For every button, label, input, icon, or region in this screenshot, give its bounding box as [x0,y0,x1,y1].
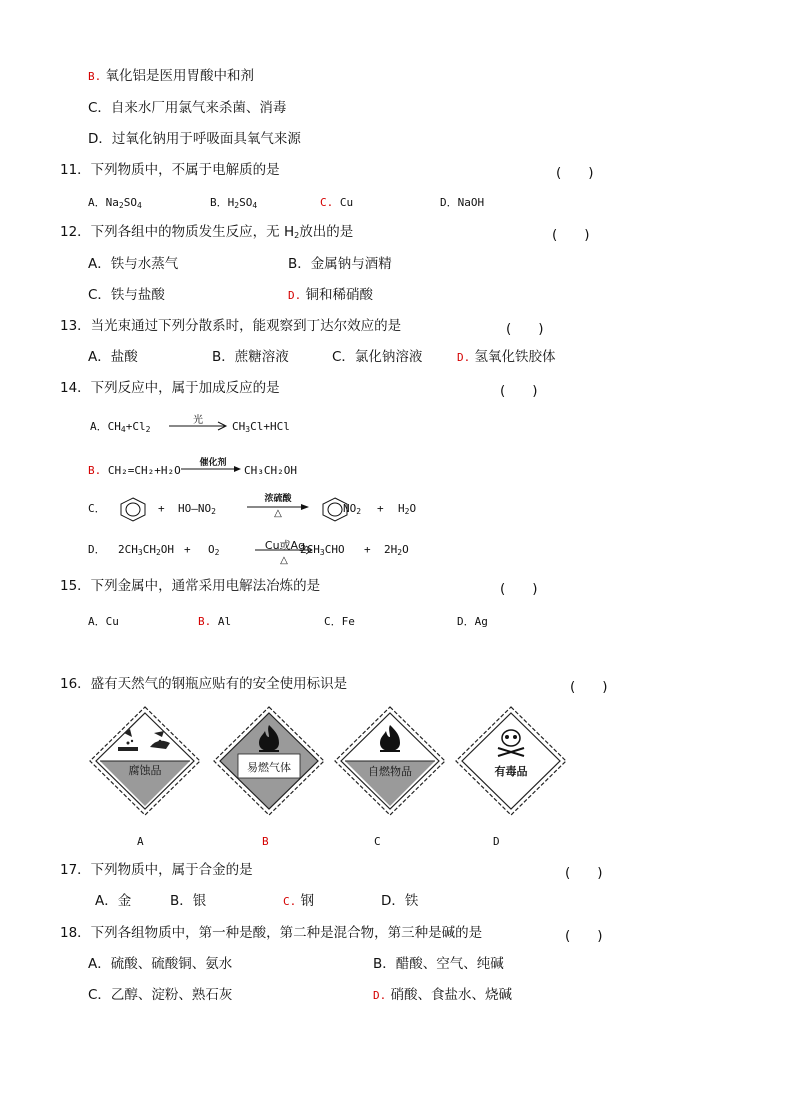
q13-option-c: C．氯化钠溶液 [332,349,423,365]
q15-option-b: B. Al [198,615,232,628]
sign-b-label: 易燃气体 [247,761,291,774]
q14-option-d-water: $2H_2O$ [384,543,409,557]
q12-option-a: A．铁与水蒸气 [88,256,179,272]
q14-option-a-reactants: A．$CH_4+Cl_2$ [90,420,151,434]
q15-answer-paren: ( ) [500,581,538,597]
hazard-sign-toxic [454,705,568,817]
hazard-sign-flammable-gas [212,705,326,817]
q18-stem: 18．下列各组物质中，第一种是酸，第二种是混合物，第三种是碱的是 [60,925,483,941]
q14-option-d-heat: △ [280,555,288,566]
q10-option-d: D．过氧化钠用于呼吸面具氧气来源 [88,131,301,147]
q14-option-a-arrow [168,421,230,431]
q14-option-b-arrow [180,464,244,474]
sign-letter-c: C [374,835,381,848]
q11-option-b: B．$H_2SO_4$ [210,196,258,210]
q14-option-c-letter: C． [88,502,106,515]
q12-option-d: D. 铜和稀硝酸 [288,287,374,303]
q18-option-c: C．乙醇、淀粉、熟石灰 [88,987,233,1003]
q14-option-c-heat: △ [274,508,282,519]
sign-letter-b: B [262,835,269,848]
q16-stem: 16．盛有天然气的钢瓶应贴有的安全使用标识是 [60,676,348,692]
sign-letter-d: D [493,835,500,848]
q18-option-b: B．醋酸、空气、纯碱 [373,956,504,972]
q14-option-c-plus: + [158,502,165,515]
q18-option-d: D. 硝酸、食盐水、烧碱 [373,987,513,1003]
q11-stem: 11．下列物质中，不属于电解质的是 [60,162,280,178]
q13-option-a: A．盐酸 [88,349,138,365]
sign-a-label: 腐蚀品 [128,764,162,777]
q18-option-a: A．硫酸、硫酸铜、氨水 [88,956,233,972]
q13-stem: 13．当光束通过下列分散系时，能观察到丁达尔效应的是 [60,318,402,334]
q13-option-d: D. 氢氧化铁胶体 [457,349,556,365]
q11-answer-paren: ( ) [556,165,594,181]
q12-stem: 12．下列各组中的物质发生反应，无 $H_2$放出的是 [60,224,354,240]
q17-answer-paren: ( ) [565,865,603,881]
q14-option-c-product: $NO_2$ [343,502,362,516]
q14-option-a-condition: 光 [193,415,203,426]
q14-option-c-reagent: $HO—NO_2$ [178,502,216,516]
q14-option-b-reactants: B. CH₂=CH₂+H₂O [88,464,181,477]
q14-option-d-product: $2CH_3CHO$ [300,543,345,557]
q11-option-c: C. Cu [320,196,354,209]
q15-option-d: D．Ag [457,615,488,628]
q14-option-d-condition: Cu或Ag [264,539,306,552]
q15-option-a: A．Cu [88,615,119,628]
q14-option-d-reactant1: $2CH_3CH_2OH$ [118,543,175,557]
q14-option-d-plus: + [184,543,191,556]
q17-option-c: C. 钢 [283,893,315,909]
q17-option-a: A．金 [95,893,132,909]
q14-option-d-o2: $O_2$ [208,543,220,557]
hazard-sign-corrosive [88,705,202,817]
q14-option-a-products: $CH_3Cl+HCl$ [232,420,290,434]
q14-stem: 14．下列反应中，属于加成反应的是 [60,380,280,396]
q14-option-c-condition: 浓硫酸 [264,494,292,504]
q15-stem: 15．下列金属中，通常采用电解法冶炼的是 [60,578,321,594]
sign-c-label: 自燃物品 [368,765,412,778]
q13-option-b: B．蔗糖溶液 [212,349,289,365]
q14-option-c-water: $H_2O$ [398,502,417,516]
q14-option-d-plus2: + [364,543,371,556]
q10-option-c: C．自来水厂用氯气来杀菌、消毒 [88,100,287,116]
q16-answer-paren: ( ) [570,679,608,695]
q12-option-b: B．金属钠与酒精 [288,256,392,272]
sign-d-label: 有毒品 [494,765,528,778]
benzene-icon [118,496,148,522]
q12-answer-paren: ( ) [552,227,590,243]
sign-letter-a: A [137,835,144,848]
q14-option-d-letter: D． [88,543,106,556]
q10-option-b: B. 氧化铝是医用胃酸中和剂 [88,68,255,84]
q11-option-d: D．NaOH [440,196,485,209]
q17-stem: 17．下列物质中，属于合金的是 [60,862,253,878]
q13-answer-paren: ( ) [506,321,544,337]
q15-option-c: C．Fe [324,615,355,628]
q12-option-c: C．铁与盐酸 [88,287,165,303]
q14-option-b-condition: 催化剂 [199,458,227,468]
q14-option-b-products: CH₃CH₂OH [244,464,297,477]
q17-option-d: D．铁 [381,893,419,909]
q14-option-c-plus2: + [377,502,384,515]
q11-option-a: A．$Na_2SO_4$ [88,196,142,210]
q14-answer-paren: ( ) [500,383,538,399]
q17-option-b: B．银 [170,893,207,909]
hazard-sign-spontaneous-combustion [333,705,447,817]
q18-answer-paren: ( ) [565,928,603,944]
